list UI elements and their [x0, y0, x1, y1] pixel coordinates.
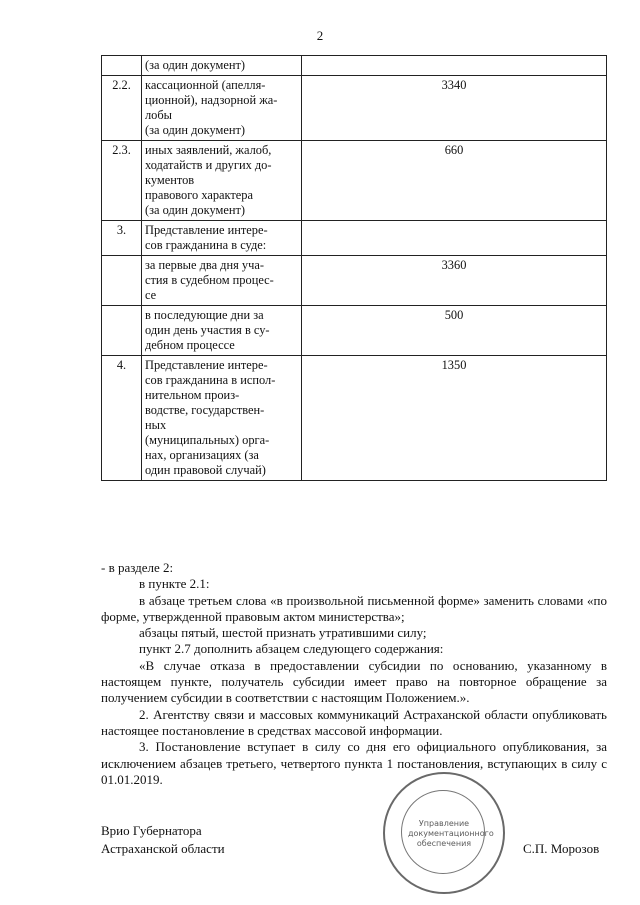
paragraph: 3. Постановление вступает в силу со дня его официального опубликования, за исключением абзацев третьего, четвертого пункта 1 постановления, вступающих в силу с 01.01.2019.	[101, 739, 607, 787]
row-description: за первые два дня уча- стия в судебном процес- се	[142, 256, 302, 306]
table-row	[102, 356, 607, 481]
table-row	[102, 221, 607, 256]
row-number: 2.2.	[102, 76, 142, 141]
row-amount: 1350	[302, 356, 607, 481]
signatory-position	[101, 822, 225, 858]
row-amount: 3340	[302, 76, 607, 141]
row-description: в последующие дни за один день участия в су- дебном процессе	[142, 306, 302, 356]
paragraph: абзацы пятый, шестой признать утратившими силу;	[139, 625, 427, 641]
row-description: Представление интере- сов гражданина в испол- нительном произ- водстве, государствен- ных (муниципальных) орга- нах, организациях (за один правовой случай)	[142, 356, 302, 481]
row-number: 4.	[102, 356, 142, 481]
row-amount: 500	[302, 306, 607, 356]
paragraph: пункт 2.7 дополнить абзацем следующего содержания:	[139, 641, 444, 657]
table-row	[102, 76, 607, 141]
paragraph: 2. Агентству связи и массовых коммуникаций Астраханской области опубликовать настоящее постановление в средствах массовой информации.	[101, 706, 607, 738]
page-number: 2	[316, 28, 324, 43]
row-amount: 660	[302, 141, 607, 221]
row-number	[102, 306, 142, 356]
signatory-name: С.П. Морозов	[523, 841, 600, 856]
official-stamp	[383, 772, 505, 894]
row-description: Представление интере- сов гражданина в суде:	[142, 221, 302, 256]
position-line: Врио Губернатора	[101, 823, 202, 838]
position-line: Астраханской области	[101, 841, 225, 856]
stamp-text: Управление документационного обеспечения	[408, 819, 494, 848]
table-row	[102, 141, 607, 221]
table-row	[102, 306, 607, 356]
row-number	[102, 56, 142, 76]
row-amount: 3360	[302, 256, 607, 306]
fees-table	[101, 55, 607, 481]
paragraph: - в разделе 2:	[101, 560, 174, 575]
row-number	[102, 256, 142, 306]
row-number: 2.3.	[102, 141, 142, 221]
row-description: кассационной (апелля- ционной), надзорной жа- лобы (за один документ)	[142, 76, 302, 141]
paragraph: в пункте 2.1:	[139, 576, 210, 592]
table-row	[102, 256, 607, 306]
table-row	[102, 56, 607, 76]
row-amount	[302, 56, 607, 76]
row-amount	[302, 221, 607, 256]
amendments-text	[101, 560, 607, 788]
stamp-inner-circle	[401, 790, 494, 874]
row-description: иных заявлений, жалоб, ходатайств и других до- кументов правового характера (за один документ)	[142, 141, 302, 221]
paragraph: в абзаце третьем слова «в произвольной письменной форме» заменить словами «по форме, утвержденной правовым актом министерства»;	[101, 592, 607, 624]
row-description: (за один документ)	[142, 56, 302, 76]
row-number: 3.	[102, 221, 142, 256]
paragraph: «В случае отказа в предоставлении субсидии по основанию, указанному в настоящем пункте, получатель субсидии имеет право на повторное обращение за получением субсидии в соответствии с настоящим Положением.».	[101, 657, 607, 706]
